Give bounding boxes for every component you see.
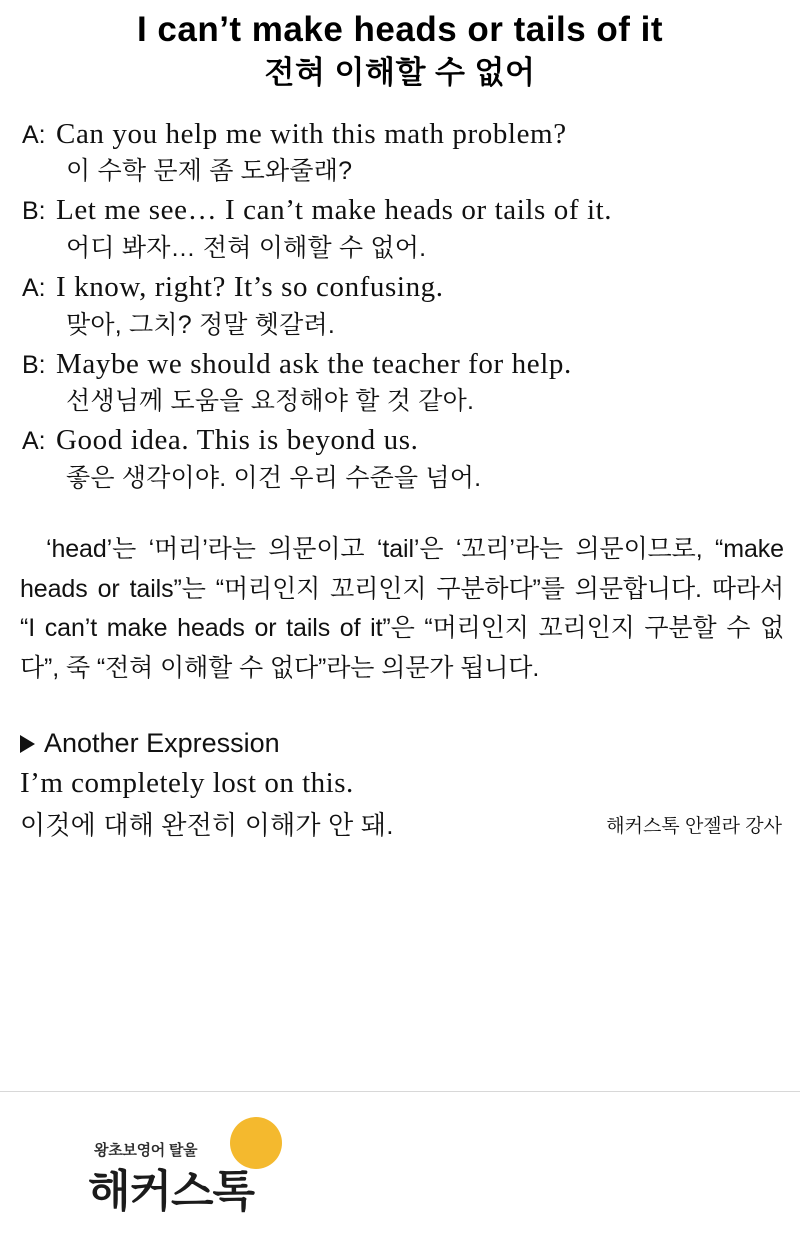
dialogue-text-korean: 맞아, 그치? 정말 헷갈려. — [66, 310, 335, 339]
footer-divider — [0, 1091, 800, 1092]
dialogue-text-korean: 좋은 생각이야. 이건 우리 수준을 넘어. — [66, 464, 482, 493]
triangle-bullet-icon — [20, 735, 35, 753]
dialogue-turn — [22, 191, 782, 266]
dialogue-line-english — [22, 345, 782, 385]
dialogue-turn — [22, 115, 782, 190]
title-block — [0, 0, 800, 93]
logo-tagline: 왕초보영어 탈울 — [94, 1142, 198, 1159]
dialogue-text-english: I know, right? It’s so confusing. — [56, 270, 444, 303]
another-expression-heading — [20, 728, 784, 759]
speaker-label: B: — [22, 350, 46, 379]
another-expression-korean: 이것에 대해 완전히 이해가 안 돼. — [20, 809, 394, 840]
another-expression-korean-row — [20, 805, 784, 842]
dialogue-turn — [22, 345, 782, 420]
page-title-korean: 전혀 이해할 수 없어 — [264, 54, 536, 90]
speaker-label: A: — [22, 120, 46, 149]
dialogue-text-english: Can you help me with this math problem? — [56, 117, 567, 150]
dialogue-line-english — [22, 115, 782, 155]
dialogue-text-english: Maybe we should ask the teacher for help. — [56, 347, 572, 380]
speaker-label: A: — [22, 427, 46, 456]
another-expression-heading-label: Another Expression — [44, 728, 280, 759]
instructor-credit: 해커스톡 안젤라 강사 — [606, 815, 782, 837]
logo-wordmark: 해커스톡 — [88, 1167, 255, 1216]
dialogue-line-english — [22, 421, 782, 461]
dialogue-text-korean: 선생님께 도움을 요정해야 할 것 같아. — [66, 387, 475, 416]
page-title-english: I can’t make heads or tails of it — [136, 10, 664, 49]
dialogue-turn — [22, 268, 782, 343]
dialogue-section — [0, 115, 800, 497]
explanation-paragraph: ‘head’는 ‘머리’라는 의문이고 ‘tail’은 ‘꼬리’라는 의문이므로, “make heads or tails”는 “머리인지 꼬리인지 구분하다”를 의문합니다. 따라서 “I can’t make heads or tails of it”은 “머리인지 꼬리인지 구분할 수 없다”, 죽 “전혀 이해할 수 없다”라는 의문가 됩니다. — [20, 535, 784, 682]
dialogue-turn — [22, 421, 782, 496]
dialogue-text-english: Let me see… I can’t make heads or tails of it. — [56, 194, 613, 227]
another-expression-section — [0, 728, 800, 842]
dialogue-text-english: Good idea. This is beyond us. — [56, 424, 419, 457]
dialogue-line-english — [22, 191, 782, 231]
speaker-label: B: — [22, 197, 46, 226]
footer — [0, 1091, 800, 1251]
brand-logo — [88, 1117, 303, 1221]
dialogue-text-korean: 이 수학 문제 좀 도와줄래? — [66, 157, 353, 186]
dialogue-text-korean: 어디 봐자… 전혀 이해할 수 없어. — [66, 233, 427, 262]
speaker-label: A: — [22, 273, 46, 302]
another-expression-english: I’m completely lost on this. — [20, 767, 354, 800]
dialogue-line-english — [22, 268, 782, 308]
